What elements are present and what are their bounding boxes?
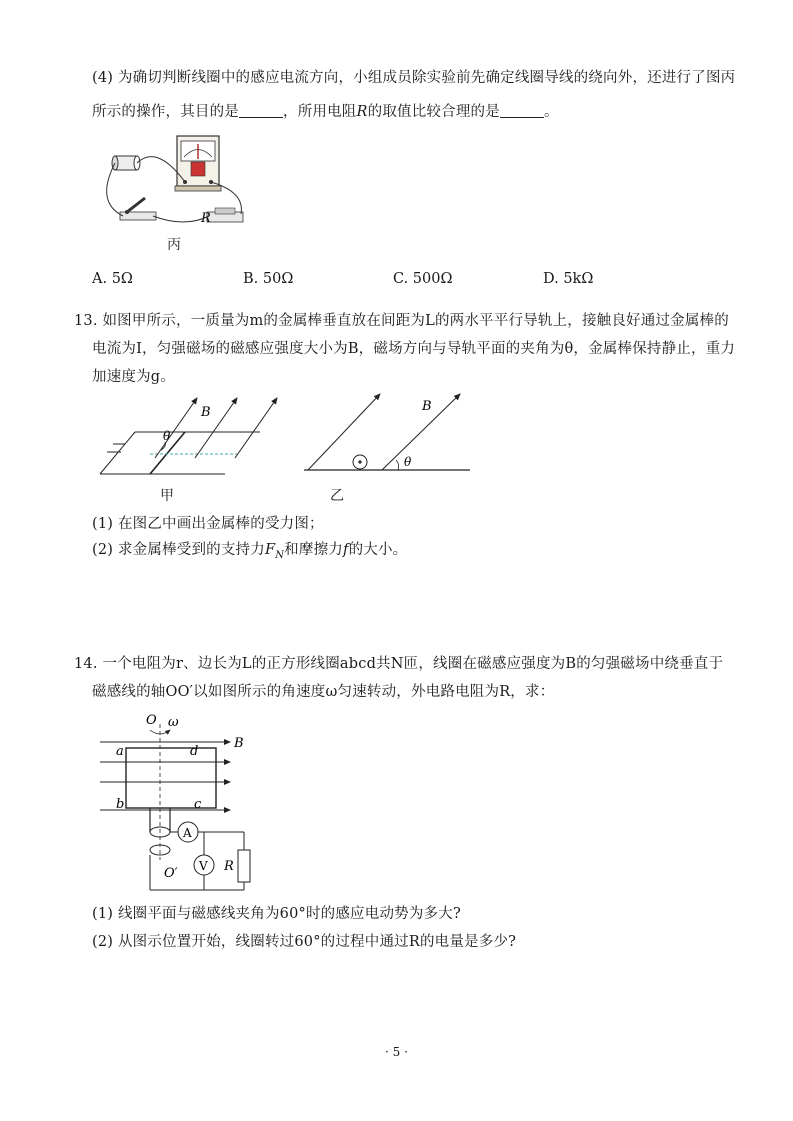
q13-line3: 加速度为g。 <box>92 369 175 385</box>
q13-sub2-c: 的大小。 <box>348 542 408 558</box>
fig14-O: O <box>146 713 157 728</box>
q12-4-var-R: R <box>356 104 368 120</box>
q12-4-line2-c: 的取值比较合理的是 <box>367 104 500 120</box>
q13-sub2-N: N <box>275 549 285 561</box>
q14-sub2: (2) 从图示位置开始，线圈转过60°的过程中通过R的电量是多少? <box>92 934 517 950</box>
q14-line1: 14. 一个电阻为r、边长为L的正方形线圈abcd共N匝，线圈在磁感应强度为B的匀强磁场中绕垂直于 <box>74 656 724 672</box>
option-c: C. 500Ω <box>393 271 453 287</box>
coil-cylinder <box>112 156 140 170</box>
q14-sub1: (1) 线圈平面与磁感线夹角为60°时的感应电动势为多大? <box>92 906 461 922</box>
q13-sub2 <box>92 538 407 561</box>
figure-jia <box>95 388 275 488</box>
q12-4-line2-a: 所示的操作，其目的是 <box>92 104 239 120</box>
figure-jia-theta: θ <box>163 429 171 443</box>
q12-4-line1: (4) 为确切判断线圈中的感应电流方向，小组成员除实验前先确定线圈导线的绕向外，还进行了图丙 <box>92 70 736 86</box>
resistor-R <box>238 850 250 882</box>
fig14-c: c <box>194 797 202 812</box>
q14-line2: 磁感线的轴OO′以如图所示的角速度ω匀速转动，外电路电阻为R，求： <box>92 684 555 700</box>
fig14-b: b <box>116 797 125 812</box>
fig14-a: a <box>116 744 124 759</box>
figure-jia-B: B <box>201 405 211 420</box>
q13-sub2-a: (2) 求金属棒受到的支持力 <box>92 542 265 558</box>
q13-line2: 电流为I，匀强磁场的磁感应强度大小为B，磁场方向与导轨平面的夹角为θ，金属棒保持静止，重力 <box>92 341 736 357</box>
fig14-d: d <box>190 744 199 759</box>
option-a: A. 5Ω <box>92 271 133 287</box>
figure-bing <box>95 132 255 242</box>
fig14-omega: ω <box>168 715 179 730</box>
resistor <box>207 208 243 222</box>
figure-yi-theta: θ <box>404 455 412 469</box>
figure-yi-B: B <box>422 399 432 414</box>
fig14-V: V <box>199 859 208 873</box>
q13-sub2-F: F <box>264 542 276 558</box>
option-b: B. 50Ω <box>243 271 294 287</box>
figure-bing-R: R <box>201 211 211 226</box>
q12-4-line2 <box>92 100 559 121</box>
option-d: D. 5kΩ <box>543 271 594 287</box>
fig14-B: B <box>234 736 244 751</box>
fig14-R: R <box>224 859 234 874</box>
switch <box>120 198 156 220</box>
figure-yi-label: 乙 <box>330 488 344 504</box>
figure-q14 <box>98 710 258 900</box>
q12-4-line2-b: ，所用电阻 <box>283 104 357 120</box>
answer-blank-2 <box>500 103 544 118</box>
q12-4-line2-end: 。 <box>543 104 559 120</box>
figure-jia-label: 甲 <box>160 488 174 504</box>
q13-sub2-f: f <box>342 542 349 558</box>
figure-yi <box>300 388 480 488</box>
fig14-O-prime: O′ <box>164 866 178 881</box>
answer-blank-1 <box>239 103 283 118</box>
page-number: · 5 · <box>385 1045 408 1059</box>
fig14-A: A <box>183 826 192 840</box>
figure-bing-label: 丙 <box>167 237 181 253</box>
q13-sub1: (1) 在图乙中画出金属棒的受力图； <box>92 516 324 532</box>
q13-line1: 13. 如图甲所示，一质量为m的金属棒垂直放在间距为L的两水平平行导轨上，接触良好通过金属棒的 <box>74 313 729 329</box>
q13-sub2-b: 和摩擦力 <box>284 542 343 558</box>
